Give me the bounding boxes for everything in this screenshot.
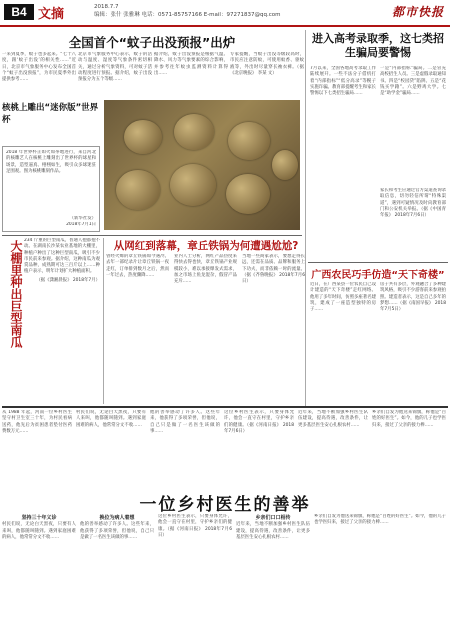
article-column: 专家提醒，当蚊子出没等级较高时，市民应注意防蚊，可使用蚊香、驱蚊液等，外出时尽量穿长袖衣裤。（据《北京晚报》 李某 文） — [230, 52, 304, 76]
column-divider — [305, 30, 306, 408]
photo-date: 2018年7月1日 — [66, 222, 96, 228]
article-column: 近年来，当地不断加强乡村医生队伍建设，提高待遇，改善条件，让更多基层医生安心扎根农村…… — [298, 410, 368, 428]
article-column: 当地一些商家表示，要想走得长远，还需在品质、品牌和服务上下功夫，而非依赖一时的流量。（据《齐鲁晚报》 2018年7月6日） — [242, 254, 305, 285]
article-column: 坚持三十年义诊 村民们说，无论白天黑夜，只要有人来叫，他都随叫随到。遇到家庭困难的病人，他常常分文不收…… — [2, 515, 76, 540]
article-column: 乡亲们自发为他送来锦旗，称他是“百姓的好医生”。如今，他的儿子也学医归来，接过了父亲的接力棒…… — [314, 514, 446, 526]
page-header — [0, 0, 450, 24]
walnut-carving-photo — [104, 100, 300, 230]
headline-zhangqiu-wok: 从网红到落幕，章丘铁锅为何遭遇尬尬? — [113, 240, 299, 252]
article-body — [24, 238, 100, 404]
article-column: 从 1988 年起，河南一位乡村医生坚守村卫生室三十年，为村民看病送药，他先后为贫困患者垫付医药费数万元…… — [2, 410, 72, 434]
section-name: 文摘 — [38, 7, 65, 22]
headline-mosquito-forecast: 全国首个“蚊子出没预报”出炉 — [68, 35, 236, 50]
article-column: 这位乡村医生表示，只要身体允许，他会一直守在村里，守护乡亲们的健康。（据《河南日报》 2018年7月6日） — [224, 410, 294, 434]
article-column: 乡亲们口口相传 近年来，当地不断加强乡村医生队伍建设，提高待遇，改善条件，让更多基层医生安心扎根农村…… — [236, 515, 310, 540]
headline-guangxi-building: 广西农民巧手仿造“天下奇楼” — [311, 270, 445, 281]
article-column: 7月以来，全国各地高考录取工作陆续展开。一些不法分子借机打着“内部指标”“低分高录”等幌子实施诈骗。教育部提醒考生和家长警惕以下七类招生骗局…… — [310, 66, 376, 97]
article-column: 近日，在广西某县一位农民自己设计建造的“天下奇楼”走红网络。他用了多年时间，仿照多座著名建筑，建成了一座造型独特的房子…… — [310, 282, 376, 313]
photo-headline: 核桃上雕出“迷你版”世界杯 — [2, 103, 99, 125]
article-column: 村民们说，无论白天黑夜，只要有人来叫，他都随叫随到。遇到家庭困难的病人，他常常分文不收…… — [76, 410, 146, 428]
section-divider — [308, 262, 448, 263]
article-column: 北京市气象服务中心表示，蚊子的活动与温度、湿度等气象条件密切相关，通过分析气象资料，可对蚊子活动程度进行预报。据介绍，蚊子出没预报分为五个等级…… — [78, 52, 152, 83]
article-column: 他的善举感动了许多人。这些年来，他获得了多项荣誉，但他说，自己只是做了一名医生该做的事…… — [150, 410, 220, 434]
article-column: 这位乡村医生表示，只要身体允许，他会一直守在村里，守护乡亲们的健康。（据《河南日报》 2018年7月6日） — [158, 514, 232, 538]
subheading: 乡亲们口口相传 — [255, 515, 291, 521]
photo-caption-box — [2, 146, 100, 232]
masthead-logo: 都市快报 — [391, 5, 444, 19]
headline-village-doctor: 一位乡村医生的善举 — [139, 495, 311, 515]
section-divider — [2, 235, 302, 236]
article-column: 曾经火爆的章丘铁锅如今遇冷。去年一部纪录片让章丘铁锅一夜走红，订单排到数月之后，然而一年过去，热度骤降…… — [106, 254, 169, 278]
article-column: 一是“内部指标”骗局。二是冒充高校招生人员。三是虚假录取通知书。四是“校园贷”陷阱。五是“花钱买学籍”。六是野鸡大学。七是“助学金”骗局…… — [380, 66, 446, 97]
photo-caption: 2018 年世界杯正如火如荼地进行，来自河北的核雕艺人在核桃上雕刻出了世界杯的球星和场景，造型逼真、栩栩如生，吸引众多球迷驻足围观。图为核桃雕刻作品。 — [6, 150, 96, 174]
page-number: B4 — [4, 4, 34, 20]
headline-giant-pumpkin: 大棚里种出巨型南瓜 — [9, 240, 23, 348]
article-column: 业内人士分析，网红产品热度来得快去得也快，章丘铁锅产业规模较小，难以承接爆发式需求，加之市场上鱼龙混杂，假冒产品充斥…… — [174, 254, 237, 285]
article-column: 房子共有多层，外观融合了多种建筑风格，吸引不少游客前来参观拍照。建造者表示，这是自己多年的梦想……（据《南国早报》 2018年7月5日） — [380, 282, 446, 313]
photo-credit: （新华社发） — [69, 216, 96, 221]
article-column: 换位为病人着想 他的善举感动了许多人。这些年来，他获得了多项荣誉，但他说，自己只是做了一名医生该做的事…… — [80, 515, 154, 540]
subheading: 坚持三十年义诊 — [21, 515, 57, 521]
pumpkin-body: 234 斤重的巨型南瓜，普通人抱都抱不动。在湖南长沙某农业基地的大棚里，种植户种出了这种巨型南瓜，吸引不少市民前来参观。据介绍，这种南瓜为观赏品种，成熟期可达三百斤以上……种植户表示，明年计划扩大种植面积。 — [24, 238, 100, 275]
editor-contact: 编辑：张什 张雅琳 电话：0571-85757166 E-mail：97271837@qq.com — [94, 12, 281, 18]
header-meta — [94, 3, 284, 19]
column-divider — [103, 238, 104, 404]
article-column: 据介绍，蚊子出没预报是根据气温、降水、风力等气象要素的综合影响，并参考往年蚊虫监测资料计算得出…… — [154, 52, 228, 76]
issue-date: 2018.7.7 — [94, 4, 119, 10]
article-column: 家长和考生应通过官方渠道查询录取信息，切勿轻信所谓“特殊渠道”，遇到可疑情况及时向教育部门和公安机关举报。（据《中国青年报》 2018年7月6日） — [380, 188, 446, 219]
headline-admission-scams: 进入高考录取季，这七类招生骗局要警惕 — [312, 32, 444, 59]
header-rule — [0, 25, 450, 27]
subheading: 换位为病人着想 — [99, 515, 135, 521]
article-column: 乡亲们自发为他送来锦旗，称他是“百姓的好医生”。如今，他的儿子也学医归来，接过了父亲的接力棒…… — [372, 410, 446, 428]
article-credit: （据《潇湘晨报》 2018年7月） — [36, 277, 100, 283]
section-divider — [2, 406, 448, 408]
article-column: 一来到夏季，蚊子也多起来。“七十八度，跟‘蚊子出没’的相关性……”近日，北京市气象服务中心发布全国首个“蚊子出没预报”，为市民夏季外出提供参考…… — [2, 52, 76, 83]
